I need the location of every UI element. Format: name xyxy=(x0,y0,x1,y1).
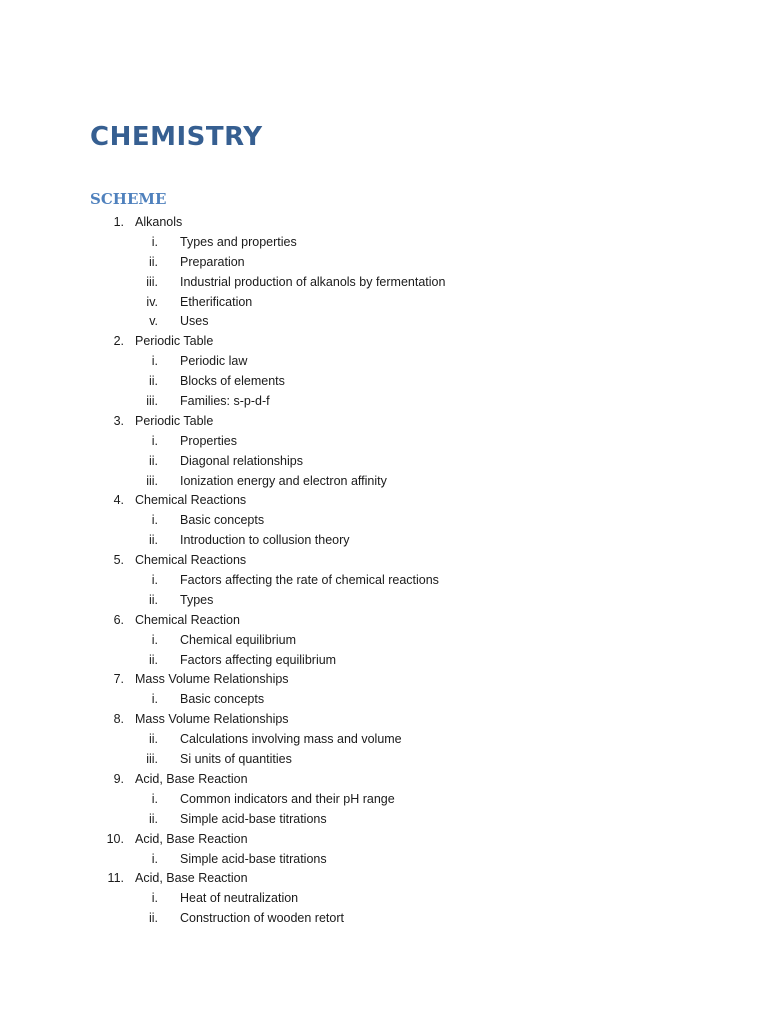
item-label: Chemical Reaction xyxy=(135,612,240,627)
subitem-label: Preparation xyxy=(180,254,245,269)
subitem-label: Blocks of elements xyxy=(180,374,285,389)
outline-subitem xyxy=(0,690,768,710)
subitem-numeral: i. xyxy=(151,433,158,448)
subitem-label: Calculations involving mass and volume xyxy=(180,732,402,747)
subitem-label: Properties xyxy=(180,433,237,448)
subitem-label: Uses xyxy=(180,314,209,329)
subitem-numeral: i. xyxy=(151,791,158,806)
subitem-numeral: iii. xyxy=(146,274,158,289)
item-number: 3. xyxy=(113,413,124,428)
outline-subitem xyxy=(0,591,768,611)
outline-subitem xyxy=(0,253,768,273)
item-number: 6. xyxy=(113,612,124,627)
outline-item xyxy=(0,611,768,631)
subitem-numeral: ii. xyxy=(148,374,158,389)
item-label: Acid, Base Reaction xyxy=(135,871,248,886)
subitem-label: Types and properties xyxy=(180,234,297,249)
item-number: 2. xyxy=(113,334,124,349)
subitem-label: Factors affecting equilibrium xyxy=(180,652,337,667)
subitem-numeral: i. xyxy=(151,851,158,866)
item-number: 7. xyxy=(113,672,124,687)
subitem-numeral: i. xyxy=(151,632,158,647)
outline-subitem xyxy=(0,750,768,770)
outline-subitem xyxy=(0,432,768,452)
outline-item xyxy=(0,830,768,850)
item-number: 9. xyxy=(113,771,124,786)
subitem-numeral: ii. xyxy=(148,592,158,607)
item-number: 1. xyxy=(113,215,124,229)
subitem-label: Common indicators and their pH range xyxy=(180,791,395,806)
subitem-numeral: ii. xyxy=(148,453,158,468)
item-label: Acid, Base Reaction xyxy=(135,831,248,846)
outline-subitem xyxy=(0,293,768,313)
subitem-label: Types xyxy=(180,592,214,607)
page-title: CHEMISTRY xyxy=(90,122,263,152)
item-label: Periodic Table xyxy=(135,334,214,349)
item-label: Mass Volume Relationships xyxy=(135,712,289,727)
outline-subitem xyxy=(0,273,768,293)
item-number: 10. xyxy=(106,831,124,846)
outline-subitem xyxy=(0,850,768,870)
outline-subitem xyxy=(0,472,768,492)
item-label: Chemical Reactions xyxy=(135,493,247,508)
subitem-numeral: ii. xyxy=(148,811,158,826)
subitem-label: Industrial production of alkanols by fermentation xyxy=(180,274,446,289)
scheme-outline xyxy=(0,213,768,929)
subitem-label: Construction of wooden retort xyxy=(180,911,344,926)
subitem-label: Si units of quantities xyxy=(180,752,292,767)
outline-subitem xyxy=(0,352,768,372)
subitem-numeral: ii. xyxy=(148,911,158,926)
subitem-numeral: i. xyxy=(151,573,158,588)
subitem-numeral: i. xyxy=(151,891,158,906)
subitem-label: Factors affecting the rate of chemical reactions xyxy=(180,573,439,588)
subitem-label: Ionization energy and electron affinity xyxy=(180,473,387,488)
outline-subitem xyxy=(0,233,768,253)
item-number: 4. xyxy=(113,493,124,508)
outline-subitem xyxy=(0,531,768,551)
outline-subitem xyxy=(0,372,768,392)
outline-item xyxy=(0,213,768,233)
section-heading: SCHEME xyxy=(90,190,167,208)
item-label: Periodic Table xyxy=(135,413,214,428)
item-label: Acid, Base Reaction xyxy=(135,771,248,786)
subitem-label: Simple acid-base titrations xyxy=(180,851,327,866)
subitem-label: Etherification xyxy=(180,294,253,309)
subitem-numeral: i. xyxy=(151,234,158,249)
subitem-numeral: iii. xyxy=(146,473,158,488)
item-label: Chemical Reactions xyxy=(135,553,247,568)
outline-subitem xyxy=(0,312,768,332)
outline-subitem xyxy=(0,889,768,909)
subitem-numeral: iii. xyxy=(146,394,158,409)
subitem-label: Simple acid-base titrations xyxy=(180,811,327,826)
outline-subitem xyxy=(0,392,768,412)
item-label: Mass Volume Relationships xyxy=(135,672,289,687)
outline-item xyxy=(0,491,768,511)
subitem-numeral: ii. xyxy=(148,652,158,667)
outline-item xyxy=(0,770,768,790)
outline-subitem xyxy=(0,511,768,531)
subitem-label: Introduction to collusion theory xyxy=(180,533,350,548)
subitem-numeral: ii. xyxy=(148,533,158,548)
item-number: 5. xyxy=(113,553,124,568)
outline-subitem xyxy=(0,571,768,591)
subitem-numeral: i. xyxy=(151,513,158,528)
outline-item xyxy=(0,332,768,352)
subitem-label: Families: s-p-d-f xyxy=(180,394,270,409)
outline-subitem xyxy=(0,651,768,671)
item-label: Alkanols xyxy=(135,215,183,229)
outline-subitem xyxy=(0,909,768,929)
item-number: 8. xyxy=(113,712,124,727)
subitem-numeral: iv. xyxy=(146,294,158,309)
outline-subitem xyxy=(0,631,768,651)
item-number: 11. xyxy=(107,871,124,886)
outline-subitem xyxy=(0,810,768,830)
outline-item xyxy=(0,551,768,571)
outline-item xyxy=(0,670,768,690)
outline-subitem xyxy=(0,730,768,750)
outline-item xyxy=(0,412,768,432)
subitem-numeral: iii. xyxy=(146,752,158,767)
outline-subitem xyxy=(0,790,768,810)
subitem-numeral: ii. xyxy=(148,254,158,269)
subitem-numeral: ii. xyxy=(148,732,158,747)
subitem-label: Periodic law xyxy=(180,354,248,369)
outline-item xyxy=(0,710,768,730)
subitem-label: Basic concepts xyxy=(180,692,265,707)
subitem-label: Chemical equilibrium xyxy=(180,632,297,647)
subitem-label: Heat of neutralization xyxy=(180,891,299,906)
outline-subitem xyxy=(0,452,768,472)
subitem-label: Diagonal relationships xyxy=(180,453,303,468)
subitem-numeral: i. xyxy=(151,354,158,369)
outline-item xyxy=(0,869,768,889)
subitem-numeral: v. xyxy=(149,314,158,329)
subitem-numeral: i. xyxy=(151,692,158,707)
subitem-label: Basic concepts xyxy=(180,513,265,528)
